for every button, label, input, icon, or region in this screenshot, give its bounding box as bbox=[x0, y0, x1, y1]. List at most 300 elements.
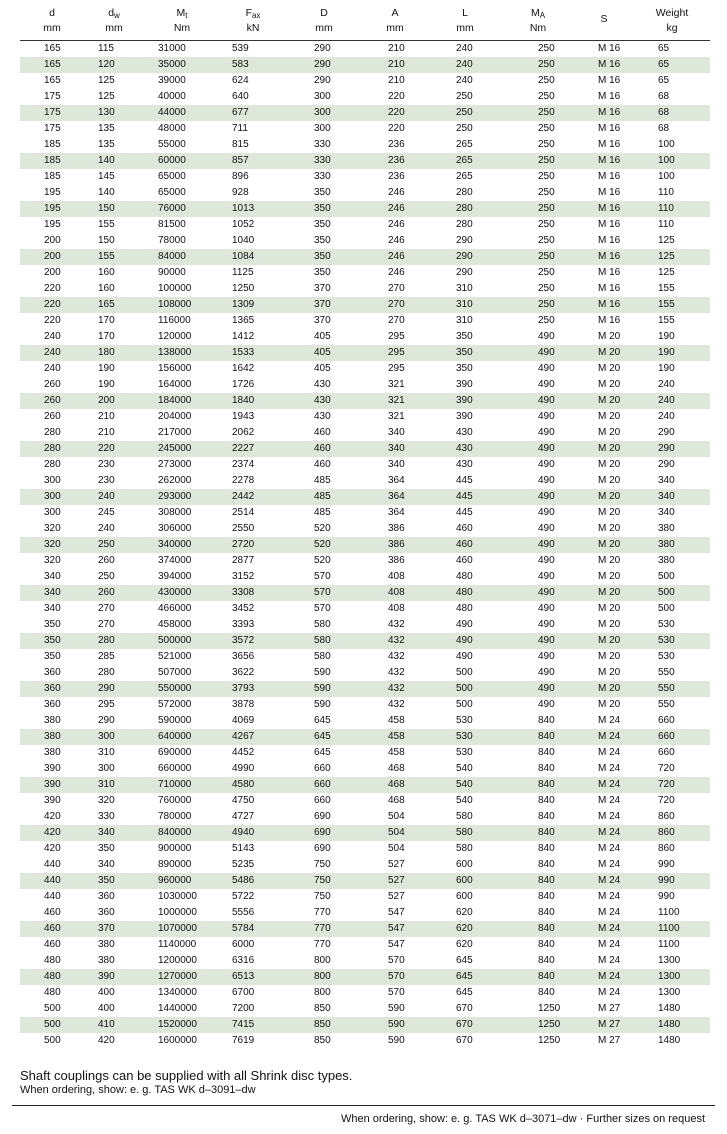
table-cell: 320 bbox=[20, 537, 84, 553]
column-subscript: w bbox=[114, 10, 120, 20]
table-cell: 624 bbox=[232, 75, 249, 86]
table-cell: 6513 bbox=[220, 969, 286, 985]
table-cell: 360 bbox=[20, 681, 84, 697]
table-cell: 850 bbox=[286, 1017, 362, 1033]
table-cell: 250 bbox=[538, 123, 555, 134]
table-cell: 490 bbox=[538, 619, 555, 630]
table-cell: 1440000 bbox=[158, 1003, 197, 1014]
table-cell: 530 bbox=[634, 633, 710, 649]
table-cell: 1100 bbox=[634, 921, 710, 937]
table-cell: 108000 bbox=[144, 297, 220, 313]
table-cell: 330 bbox=[314, 139, 331, 150]
table-row bbox=[20, 169, 710, 185]
table-row bbox=[20, 793, 710, 809]
table-cell: 350 bbox=[20, 633, 84, 649]
table-cell: M 20 bbox=[598, 667, 621, 678]
table-cell: 896 bbox=[232, 171, 249, 182]
table-cell: 380 bbox=[20, 729, 84, 745]
table-cell: 540 bbox=[428, 777, 502, 793]
table-cell: 364 bbox=[362, 489, 428, 505]
column-symbol: F bbox=[245, 6, 252, 19]
table-cell: 590000 bbox=[158, 715, 192, 726]
table-cell: 440 bbox=[44, 859, 61, 870]
table-cell: M 20 bbox=[598, 427, 621, 438]
table-cell: 4990 bbox=[232, 763, 255, 774]
table-cell: 290 bbox=[286, 57, 362, 73]
table-cell: 390 bbox=[44, 763, 61, 774]
column-subscript: t bbox=[185, 10, 188, 20]
table-cell: 850 bbox=[314, 1035, 331, 1046]
table-cell: 290 bbox=[658, 459, 675, 470]
table-cell: 330 bbox=[314, 171, 331, 182]
table-cell: 175 bbox=[44, 91, 61, 102]
table-cell: 460 bbox=[20, 921, 84, 937]
table-cell: 530 bbox=[428, 729, 502, 745]
table-row bbox=[20, 601, 710, 617]
column-symbol: M bbox=[530, 6, 540, 19]
table-cell: 150 bbox=[84, 201, 144, 217]
table-cell: 1070000 bbox=[144, 921, 220, 937]
table-cell: 4727 bbox=[232, 811, 255, 822]
table-cell: 480 bbox=[456, 571, 473, 582]
table-cell: 490 bbox=[538, 331, 555, 342]
table-cell: 156000 bbox=[158, 363, 192, 374]
table-cell: 300 bbox=[314, 123, 331, 134]
table-cell: 155 bbox=[98, 219, 115, 230]
table-cell: 480 bbox=[44, 955, 61, 966]
table-row bbox=[20, 953, 710, 969]
table-cell: 380 bbox=[44, 747, 61, 758]
table-cell: 690000 bbox=[158, 747, 192, 758]
table-cell: M 16 bbox=[598, 91, 621, 102]
table-cell: 7415 bbox=[220, 1017, 286, 1033]
table-cell: 300 bbox=[20, 489, 84, 505]
table-cell: M 20 bbox=[598, 363, 621, 374]
table-cell: M 24 bbox=[598, 891, 621, 902]
table-cell: 860 bbox=[658, 811, 675, 822]
table-cell: M 16 bbox=[598, 283, 621, 294]
table-cell: 180 bbox=[84, 345, 144, 361]
table-cell: 645 bbox=[314, 715, 331, 726]
table-cell: 840 bbox=[502, 777, 574, 793]
table-cell: 580 bbox=[456, 811, 473, 822]
table-cell: 100000 bbox=[158, 283, 192, 294]
table-cell: 540 bbox=[456, 795, 473, 806]
table-cell: 210 bbox=[98, 411, 115, 422]
table-cell: 44000 bbox=[144, 105, 220, 121]
table-cell: 6316 bbox=[232, 955, 255, 966]
table-cell: M 20 bbox=[574, 537, 634, 553]
table-cell: 250 bbox=[538, 171, 555, 182]
table-cell: 420 bbox=[20, 825, 84, 841]
table-cell: 6700 bbox=[232, 987, 255, 998]
table-cell: 236 bbox=[362, 153, 428, 169]
table-cell: 350 bbox=[314, 267, 331, 278]
table-cell: 240 bbox=[634, 393, 710, 409]
table-cell: 306000 bbox=[158, 523, 192, 534]
table-cell: 321 bbox=[362, 393, 428, 409]
table-cell: 3452 bbox=[232, 603, 255, 614]
table-cell: 590 bbox=[314, 667, 331, 678]
table-cell: M 20 bbox=[598, 411, 621, 422]
table-cell: M 24 bbox=[598, 763, 621, 774]
table-cell: 1270000 bbox=[144, 969, 220, 985]
table-cell: 245 bbox=[98, 507, 115, 518]
table-cell: 195 bbox=[44, 219, 61, 230]
table-cell: 285 bbox=[98, 651, 115, 662]
table-cell: 350 bbox=[456, 363, 473, 374]
table-cell: 320 bbox=[98, 795, 115, 806]
table-cell: 125 bbox=[98, 75, 115, 86]
table-cell: M 16 bbox=[598, 235, 621, 246]
table-cell: 160 bbox=[98, 267, 115, 278]
column-header bbox=[574, 0, 634, 41]
table-cell: 360 bbox=[44, 699, 61, 710]
table-cell: M 24 bbox=[574, 729, 634, 745]
table-cell: 640000 bbox=[144, 729, 220, 745]
column-symbol: S bbox=[600, 12, 608, 25]
shaft-coupling-table bbox=[20, 0, 710, 1049]
table-cell: M 16 bbox=[598, 139, 621, 150]
table-cell: 690 bbox=[286, 825, 362, 841]
table-cell: M 27 bbox=[598, 1035, 621, 1046]
table-cell: M 20 bbox=[574, 345, 634, 361]
table-cell: 60000 bbox=[144, 153, 220, 169]
table-cell: 547 bbox=[388, 939, 405, 950]
column-subscript: ax bbox=[251, 10, 261, 20]
table-row bbox=[20, 41, 710, 58]
table-cell: 65000 bbox=[158, 171, 186, 182]
table-cell: 590 bbox=[362, 1017, 428, 1033]
table-cell: 504 bbox=[388, 843, 405, 854]
table-cell: 670 bbox=[456, 1003, 473, 1014]
table-cell: 840 bbox=[538, 987, 555, 998]
table-cell: 65000 bbox=[158, 187, 186, 198]
table-cell: 200 bbox=[20, 249, 84, 265]
table-cell: 480 bbox=[44, 987, 61, 998]
table-cell: 432 bbox=[388, 651, 405, 662]
table-cell: 217000 bbox=[158, 427, 192, 438]
table-cell: 350 bbox=[98, 843, 115, 854]
table-cell: 310 bbox=[456, 315, 473, 326]
table-cell: M 24 bbox=[598, 843, 621, 854]
table-cell: 68 bbox=[658, 91, 670, 102]
table-cell: 270 bbox=[362, 297, 428, 313]
table-cell: 250 bbox=[538, 219, 555, 230]
table-cell: M 24 bbox=[598, 811, 621, 822]
table-cell: 390 bbox=[456, 379, 473, 390]
column-unit: mm bbox=[386, 21, 404, 34]
table-cell: 490 bbox=[538, 459, 555, 470]
table-cell: 265 bbox=[428, 153, 502, 169]
table-cell: M 20 bbox=[598, 459, 621, 470]
table-cell: 160 bbox=[98, 283, 115, 294]
table-cell: 500 bbox=[44, 1003, 61, 1014]
table-cell: 458 bbox=[388, 747, 405, 758]
table-cell: 210 bbox=[98, 427, 115, 438]
table-cell: 250 bbox=[456, 91, 473, 102]
table-row bbox=[20, 761, 710, 777]
table-cell: 350 bbox=[314, 219, 331, 230]
table-cell: 990 bbox=[634, 873, 710, 889]
table-cell: 380 bbox=[98, 939, 115, 950]
table-cell: 250 bbox=[538, 283, 555, 294]
table-cell: 300 bbox=[98, 763, 115, 774]
table-cell: 290 bbox=[84, 681, 144, 697]
table-row bbox=[20, 89, 710, 105]
table-cell: 490 bbox=[502, 681, 574, 697]
table-cell: 185 bbox=[44, 171, 61, 182]
table-cell: M 20 bbox=[574, 489, 634, 505]
table-cell: 350 bbox=[286, 249, 362, 265]
table-row bbox=[20, 937, 710, 953]
column-symbol: M bbox=[176, 6, 186, 19]
table-cell: 5143 bbox=[232, 843, 255, 854]
table-cell: 1052 bbox=[232, 219, 255, 230]
table-cell: 295 bbox=[362, 345, 428, 361]
table-cell: 65 bbox=[634, 57, 710, 73]
table-cell: 770 bbox=[314, 907, 331, 918]
table-cell: 570 bbox=[286, 585, 362, 601]
table-cell: 408 bbox=[362, 585, 428, 601]
table-row bbox=[20, 505, 710, 521]
table-cell: 370 bbox=[314, 283, 331, 294]
table-cell: M 24 bbox=[598, 795, 621, 806]
table-cell: 246 bbox=[362, 249, 428, 265]
table-cell: 600 bbox=[428, 873, 502, 889]
table-cell: 1412 bbox=[232, 331, 255, 342]
table-cell: M 16 bbox=[574, 57, 634, 73]
table-cell: 840 bbox=[538, 811, 555, 822]
table-cell: 550 bbox=[634, 681, 710, 697]
table-cell: 432 bbox=[388, 619, 405, 630]
table-cell: M 20 bbox=[598, 331, 621, 342]
table-cell: 240 bbox=[98, 523, 115, 534]
table-cell: 321 bbox=[388, 379, 405, 390]
table-cell: 78000 bbox=[158, 235, 186, 246]
table-cell: 250 bbox=[502, 105, 574, 121]
table-cell: 405 bbox=[314, 363, 331, 374]
table-cell: 195 bbox=[20, 201, 84, 217]
table-cell: 350 bbox=[84, 873, 144, 889]
table-row bbox=[20, 665, 710, 681]
table-cell: 280 bbox=[98, 667, 115, 678]
table-cell: M 24 bbox=[598, 939, 621, 950]
table-cell: M 20 bbox=[598, 379, 621, 390]
table-cell: 620 bbox=[428, 921, 502, 937]
table-cell: 1140000 bbox=[158, 939, 197, 950]
table-cell: 2442 bbox=[220, 489, 286, 505]
table-cell: 240 bbox=[44, 363, 61, 374]
table-cell: 190 bbox=[658, 363, 675, 374]
table-cell: 780000 bbox=[158, 811, 192, 822]
table-cell: 386 bbox=[388, 523, 405, 534]
table-cell: 1340000 bbox=[158, 987, 197, 998]
table-cell: 490 bbox=[456, 651, 473, 662]
table-cell: 140 bbox=[84, 153, 144, 169]
table-row bbox=[20, 905, 710, 921]
table-cell: M 20 bbox=[574, 633, 634, 649]
table-cell: 370 bbox=[84, 921, 144, 937]
table-cell: 280 bbox=[44, 427, 61, 438]
table-cell: 408 bbox=[388, 603, 405, 614]
table-cell: 5556 bbox=[232, 907, 255, 918]
table-row bbox=[20, 265, 710, 281]
table-row bbox=[20, 409, 710, 425]
table-cell: 386 bbox=[362, 537, 428, 553]
table-cell: M 16 bbox=[598, 171, 621, 182]
table-cell: 440 bbox=[20, 873, 84, 889]
table-cell: 580 bbox=[286, 633, 362, 649]
table-cell: 770 bbox=[314, 939, 331, 950]
table-cell: 81500 bbox=[158, 219, 186, 230]
table-cell: 720 bbox=[658, 763, 675, 774]
table-row bbox=[20, 185, 710, 201]
table-cell: 265 bbox=[456, 171, 473, 182]
table-cell: 500 bbox=[44, 1035, 61, 1046]
table-cell: M 20 bbox=[598, 571, 621, 582]
table-cell: 1013 bbox=[220, 201, 286, 217]
table-cell: 500 bbox=[456, 699, 473, 710]
table-cell: 250 bbox=[502, 153, 574, 169]
table-cell: M 16 bbox=[574, 297, 634, 313]
table-cell: M 16 bbox=[598, 43, 621, 54]
table-cell: 490 bbox=[538, 507, 555, 518]
table-cell: 350 bbox=[286, 201, 362, 217]
table-cell: 1726 bbox=[232, 379, 255, 390]
table-cell: 590 bbox=[314, 699, 331, 710]
table-cell: 550000 bbox=[144, 681, 220, 697]
table-cell: 840 bbox=[538, 747, 555, 758]
table-cell: 590 bbox=[388, 1003, 405, 1014]
table-row bbox=[20, 713, 710, 729]
table-cell: 660000 bbox=[158, 763, 192, 774]
table-cell: 750 bbox=[314, 859, 331, 870]
table-cell: 840 bbox=[538, 715, 555, 726]
table-cell: 430 bbox=[456, 427, 473, 438]
table-cell: 1200000 bbox=[158, 955, 197, 966]
table-row bbox=[20, 729, 710, 745]
table-cell: 539 bbox=[232, 43, 249, 54]
table-row bbox=[20, 361, 710, 377]
table-cell: M 24 bbox=[574, 825, 634, 841]
table-cell: 2374 bbox=[232, 459, 255, 470]
table-cell: 490 bbox=[538, 523, 555, 534]
table-cell: 458000 bbox=[158, 619, 192, 630]
table-cell: 310 bbox=[456, 283, 473, 294]
table-cell: 380 bbox=[98, 955, 115, 966]
table-cell: M 24 bbox=[598, 955, 621, 966]
table-cell: 504 bbox=[388, 811, 405, 822]
table-cell: 270 bbox=[388, 283, 405, 294]
table-cell: 273000 bbox=[158, 459, 192, 470]
table-cell: 530 bbox=[658, 651, 675, 662]
table-cell: 370 bbox=[314, 315, 331, 326]
table-row bbox=[20, 377, 710, 393]
table-cell: 490 bbox=[502, 633, 574, 649]
table-cell: 230 bbox=[98, 459, 115, 470]
table-cell: 280 bbox=[84, 633, 144, 649]
table-cell: 320 bbox=[44, 523, 61, 534]
table-cell: 340 bbox=[362, 441, 428, 457]
table-cell: 857 bbox=[220, 153, 286, 169]
table-cell: 640 bbox=[232, 91, 249, 102]
table-cell: 250 bbox=[428, 105, 502, 121]
table-cell: M 16 bbox=[574, 105, 634, 121]
table-cell: 670 bbox=[428, 1017, 502, 1033]
table-cell: 490 bbox=[502, 585, 574, 601]
table-cell: 280 bbox=[20, 441, 84, 457]
table-cell: 165 bbox=[44, 43, 61, 54]
table-cell: 445 bbox=[456, 475, 473, 486]
table-cell: 530 bbox=[456, 715, 473, 726]
table-header bbox=[20, 0, 710, 41]
table-cell: 295 bbox=[98, 699, 115, 710]
column-header bbox=[220, 0, 286, 41]
table-cell: M 16 bbox=[574, 201, 634, 217]
table-row bbox=[20, 569, 710, 585]
table-cell: 840 bbox=[502, 729, 574, 745]
table-cell: 1300 bbox=[658, 955, 681, 966]
table-cell: 250 bbox=[98, 571, 115, 582]
table-row bbox=[20, 841, 710, 857]
table-cell: 220 bbox=[388, 91, 405, 102]
table-cell: 155 bbox=[658, 283, 675, 294]
table-cell: 520 bbox=[314, 555, 331, 566]
table-row bbox=[20, 633, 710, 649]
table-cell: 430 bbox=[314, 411, 331, 422]
table-cell: 190 bbox=[98, 379, 115, 390]
table-cell: 660 bbox=[314, 795, 331, 806]
table-cell: 220 bbox=[388, 123, 405, 134]
column-unit: mm bbox=[456, 21, 474, 34]
table-cell: 600 bbox=[456, 859, 473, 870]
table-cell: 815 bbox=[232, 139, 249, 150]
table-cell: 3393 bbox=[232, 619, 255, 630]
table-row bbox=[20, 537, 710, 553]
table-cell: 155 bbox=[84, 249, 144, 265]
table-cell: 293000 bbox=[144, 489, 220, 505]
table-cell: 458 bbox=[362, 729, 428, 745]
table-cell: 468 bbox=[388, 763, 405, 774]
table-cell: 480 bbox=[428, 585, 502, 601]
table-cell: 155 bbox=[634, 297, 710, 313]
table-cell: 350 bbox=[314, 235, 331, 246]
table-row bbox=[20, 441, 710, 457]
table-cell: 458 bbox=[388, 715, 405, 726]
table-cell: 330 bbox=[98, 811, 115, 822]
table-cell: 220 bbox=[362, 105, 428, 121]
table-cell: M 27 bbox=[598, 1003, 621, 1014]
table-cell: 1642 bbox=[232, 363, 255, 374]
table-cell: 250 bbox=[538, 91, 555, 102]
column-symbol: d bbox=[108, 6, 115, 19]
table-cell: 300 bbox=[44, 507, 61, 518]
table-cell: 200 bbox=[84, 393, 144, 409]
table-cell: 140 bbox=[98, 187, 115, 198]
table-cell: 1600000 bbox=[158, 1035, 197, 1046]
table-cell: 840 bbox=[538, 859, 555, 870]
table-row bbox=[20, 73, 710, 89]
table-row bbox=[20, 457, 710, 473]
table-cell: 530 bbox=[658, 619, 675, 630]
table-cell: 840 bbox=[538, 891, 555, 902]
table-cell: 521000 bbox=[158, 651, 192, 662]
table-cell: 1943 bbox=[232, 411, 255, 422]
table-cell: 580 bbox=[314, 651, 331, 662]
table-cell: M 16 bbox=[598, 315, 621, 326]
table-cell: 1300 bbox=[634, 969, 710, 985]
